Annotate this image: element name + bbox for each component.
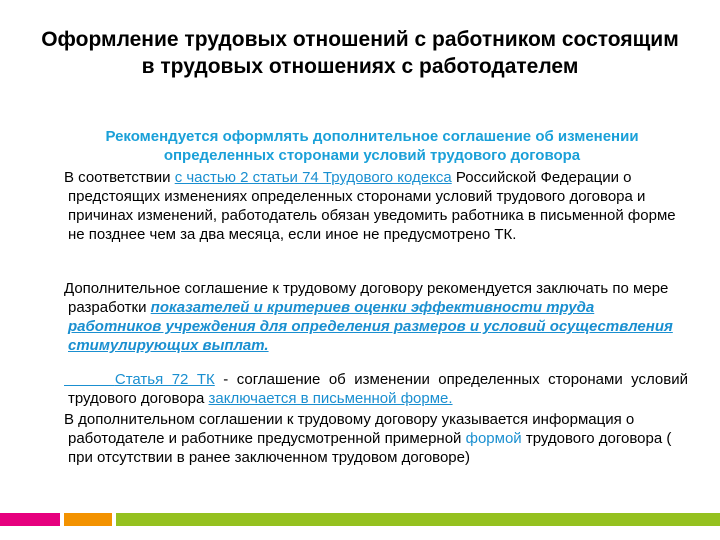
paragraph-agreement-contents [64,410,688,467]
written-form-link[interactable]: заключается в письменной форме. [208,390,453,407]
text: В дополнительном соглашении к трудовому договору указывается информация о работодателе и работнике предусмотренной примерной [64,411,635,447]
paragraph-article-72 [68,370,688,408]
link-text[interactable]: Статья 72 ТК [114,371,215,388]
orange-bar [64,513,112,526]
slide-subtitle: Рекомендуется оформлять дополнительное соглашение об изменении определенных сторонами условий трудового договора [105,128,639,164]
text: Дополнительное соглашение к трудовому договору рекомендуется заключать по мере разработки [64,280,669,316]
form-link[interactable]: формой [465,430,522,447]
labor-code-article-74-link[interactable]: с частью 2 статьи 74 Трудового кодекса [174,169,452,186]
pink-bar [0,513,60,526]
performance-criteria-link[interactable]: показателей и критериев оценки эффективности труда работников учреждения для определения размеров и условий осуществления стимулирующих выплат. [68,299,673,354]
text: Российской Федерации о предстоящих изменениях определенных сторонами условий трудового договора и причинах изменений, работодатель обязан уведомить работника в письменной форме не позднее чем за два месяца, если иное не предусмотрено ТК. [68,169,676,243]
green-bar [116,513,720,526]
text: - соглашение об изменении определенных сторонами условий трудового договора [68,371,688,407]
slide-title: Оформление трудовых отношений с работником состоящим в трудовых отношениях с работодателем [41,28,679,78]
text: трудового договора ( при отсутствии в ранее заключенном трудовом договоре) [68,430,672,466]
labor-code-article-72-link[interactable] [64,371,215,388]
decorative-color-bars [0,513,720,526]
paragraph-additional-agreement [64,279,688,355]
text: В соответствии [64,169,171,186]
paragraph-notice [64,168,688,244]
